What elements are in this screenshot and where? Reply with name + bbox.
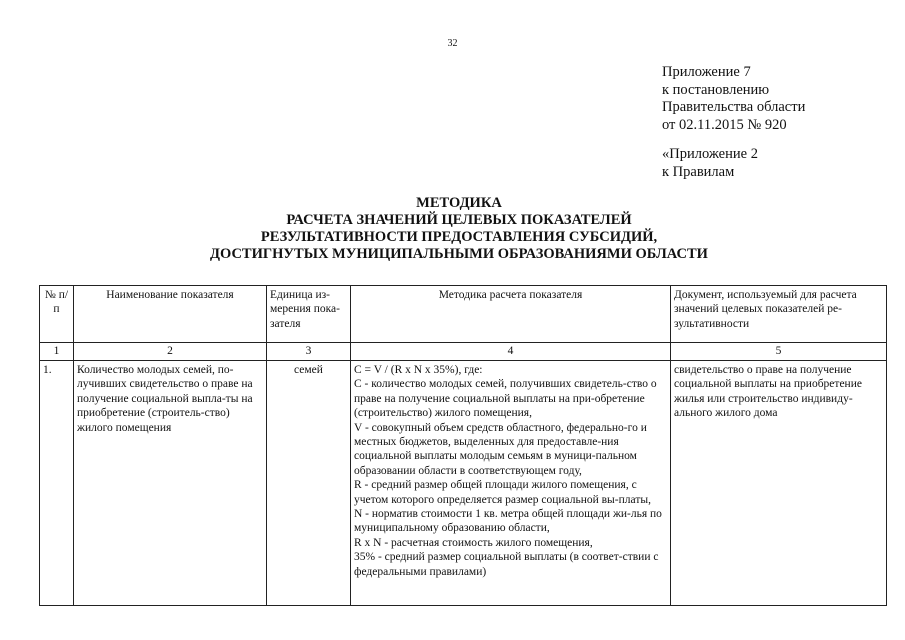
- variable-definition: R x N - расчетная стоимость жилого помещения,: [354, 536, 593, 549]
- variable-definition: V - совокупный объем средств областного, федерально-го и местных бюджетов, выделенных для предоставле-ния социальной выплаты молодым семьям в муници-пальном образовании области в соответствующем году,: [354, 421, 647, 477]
- header-cell-document: Документ, используемый для расчета значений целевых показателей ре-зультативности: [671, 286, 887, 343]
- formula-line: C = V / (R x N x 35%), где:: [354, 364, 483, 376]
- appendix-line: Приложение 7: [662, 64, 751, 80]
- table-header-row: [40, 286, 887, 343]
- page-number: 32: [447, 38, 458, 49]
- appendix-ref-line: к Правилам: [662, 163, 735, 180]
- variable-definition: C - количество молодых семей, получивших свидетель-ство о праве на получение социальной выплаты на при-обретение (строительство) жилого помещения,: [354, 378, 657, 420]
- header-cell-name: Наименование показателя: [74, 286, 267, 343]
- column-number: 3: [267, 343, 351, 361]
- appendix-reference: [662, 146, 758, 181]
- column-number: 5: [671, 343, 887, 361]
- variable-definition: N - норматив стоимости 1 кв. метра общей площади жи-лья по муниципальному образованию области,: [354, 508, 662, 535]
- title-line: РАСЧЕТА ЗНАЧЕНИЙ ЦЕЛЕВЫХ ПОКАЗАТЕЛЕЙ: [286, 212, 632, 228]
- source-document: свидетельство о праве на получение социальной выплаты на приобретение жилья или строительство индивиду-ального жилого дома: [671, 361, 887, 606]
- column-number: 4: [351, 343, 671, 361]
- column-number-row: [40, 343, 887, 361]
- header-cell-number: № п/п: [40, 286, 74, 343]
- column-number: 2: [74, 343, 267, 361]
- indicator-name: Количество молодых семей, по-лучивших свидетельство о праве на получение социальной выпла-ты на приобретение (строитель-ство) жилого помещения: [74, 361, 267, 606]
- indicators-table: [39, 285, 887, 606]
- title-line: МЕТОДИКА: [416, 195, 502, 211]
- title-line: РЕЗУЛЬТАТИВНОСТИ ПРЕДОСТАВЛЕНИЯ СУБСИДИЙ,: [260, 229, 658, 245]
- row-number: 1.: [40, 361, 74, 606]
- column-number: 1: [40, 343, 74, 361]
- appendix-line: от 02.11.2015 № 920: [662, 116, 787, 133]
- header-cell-method: Методика расчета показателя: [351, 286, 671, 343]
- title-line: ДОСТИГНУТЫХ МУНИЦИПАЛЬНЫМИ ОБРАЗОВАНИЯМИ ОБЛАСТИ: [210, 246, 708, 262]
- indicator-unit: семей: [267, 361, 351, 606]
- appendix-line: к постановлению: [662, 81, 770, 98]
- calculation-method: [351, 361, 671, 606]
- appendix-ref-line: «Приложение 2: [662, 146, 758, 162]
- table-row: [40, 361, 887, 606]
- variable-definition: R - средний размер общей площади жилого помещения, с учетом которого определяется размер социальной вы-платы,: [354, 479, 651, 506]
- variable-definition: 35% - средний размер социальной выплаты (в соответ-ствии с федеральными правилами): [354, 551, 659, 578]
- appendix-line: Правительства области: [662, 99, 806, 115]
- appendix-header: [662, 64, 805, 134]
- document-title: [0, 195, 905, 263]
- header-cell-unit: Единица из-мерения пока-зателя: [267, 286, 351, 343]
